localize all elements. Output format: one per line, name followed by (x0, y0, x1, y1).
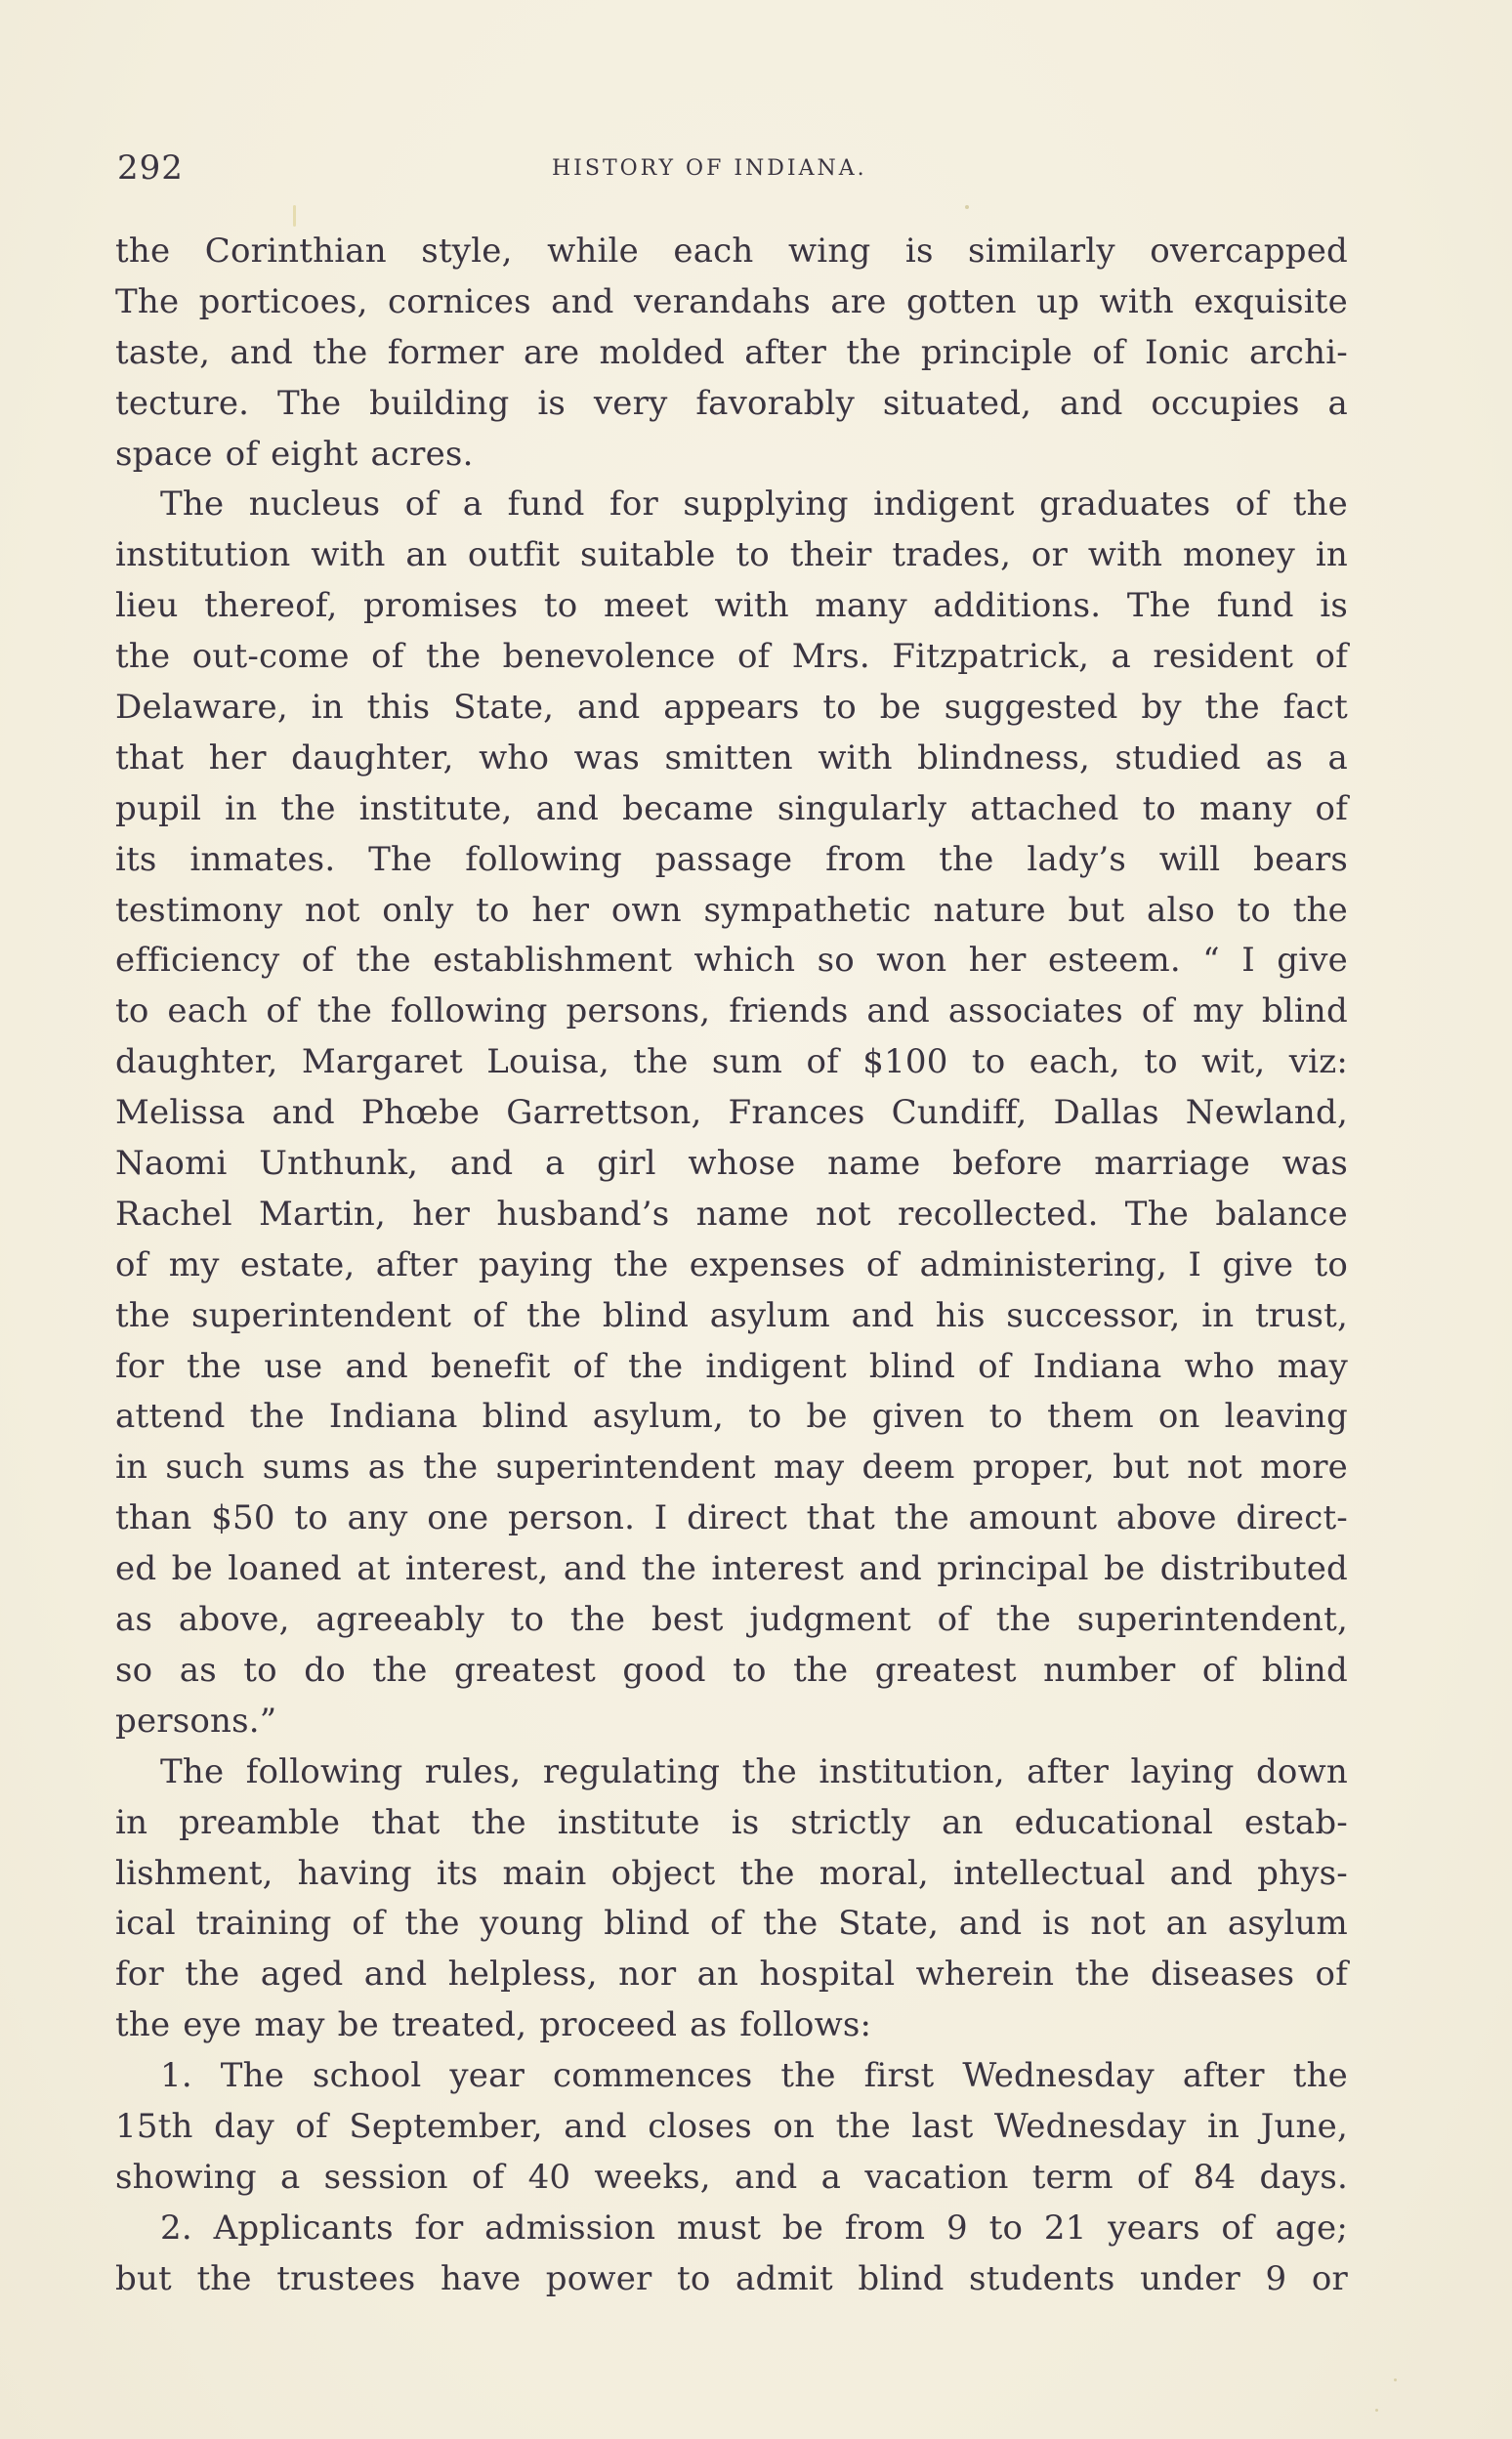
text-line: but the trustees have power to admit blind students under 9 or (115, 2258, 1348, 2298)
text-line: Melissa and Phœbe Garrettson, Frances Cundiff, Dallas Newland, (115, 1093, 1348, 1133)
text-line: 15th day of September, and closes on the last Wednesday in June, (115, 2106, 1348, 2146)
text-line: than $50 to any one person. I direct that the amount above direct- (115, 1498, 1348, 1538)
text-line: lieu thereof, promises to meet with many additions. The fund is (115, 586, 1348, 626)
text-line: persons.” (115, 1701, 277, 1741)
text-line: the Corinthian style, while each wing is similarly overcapped (115, 231, 1348, 271)
text-line: The nucleus of a fund for supplying indigent graduates of the (160, 484, 1348, 525)
text-line: the superintendent of the blind asylum and his successor, in trust, (115, 1295, 1348, 1335)
text-line: for the aged and helpless, nor an hospital wherein the diseases of (115, 1955, 1348, 1995)
paper-blemish (1394, 2378, 1397, 2381)
text-line: to each of the following persons, friends and associates of my blind (115, 991, 1348, 1031)
text-line: so as to do the greatest good to the greatest number of blind (115, 1650, 1348, 1690)
text-line: the eye may be treated, proceed as follows: (115, 2005, 872, 2045)
text-line: the out-come of the benevolence of Mrs. Fitzpatrick, a resident of (115, 637, 1348, 677)
text-line: for the use and benefit of the indigent blind of Indiana who may (115, 1346, 1348, 1386)
text-line: Naomi Unthunk, and a girl whose name before marriage was (115, 1144, 1348, 1184)
text-line: showing a session of 40 weeks, and a vacation term of 84 days. (115, 2157, 1348, 2197)
text-line: testimony not only to her own sympathetic nature but also to the (115, 890, 1348, 930)
text-line: daughter, Margaret Louisa, the sum of $100 to each, to wit, viz: (115, 1042, 1348, 1082)
body-text (115, 227, 1348, 2305)
text-line: that her daughter, who was smitten with blindness, studied as a (115, 737, 1348, 778)
text-line: in such sums as the superintendent may deem proper, but not more (115, 1448, 1348, 1488)
page-number: 292 (117, 148, 184, 188)
text-line: in preamble that the institute is strictly an educational estab- (115, 1802, 1348, 1842)
text-line: 2. Applicants for admission must be from 9 to 21 years of age; (160, 2208, 1348, 2248)
paper-blemish (293, 205, 296, 227)
text-line: institution with an outfit suitable to their trades, or with money in (115, 535, 1348, 575)
text-line: 1. The school year commences the first Wednesday after the (160, 2056, 1348, 2096)
text-line: tecture. The building is very favorably situated, and occupies a (115, 383, 1348, 423)
text-line: The porticoes, cornices and verandahs are gotten up with exquisite (115, 281, 1348, 321)
text-line: its inmates. The following passage from the lady’s will bears (115, 839, 1348, 879)
text-line: ical training of the young blind of the State, and is not an asylum (115, 1904, 1348, 1944)
text-line: taste, and the former are molded after the principle of Ionic archi- (115, 332, 1348, 372)
paper-blemish (1375, 2409, 1378, 2412)
text-line: pupil in the institute, and became singularly attached to many of (115, 788, 1348, 828)
text-line: efficiency of the establishment which so won her esteem. “ I give (115, 941, 1348, 981)
text-line: lishment, having its main object the moral, intellectual and phys- (115, 1853, 1348, 1893)
text-line: Rachel Martin, her husband’s name not recollected. The balance (115, 1194, 1348, 1234)
text-line: ed be loaned at interest, and the interest and principal be distributed (115, 1549, 1348, 1589)
text-line: of my estate, after paying the expenses of administering, I give to (115, 1244, 1348, 1284)
text-line: as above, agreeably to the best judgment of the superintendent, (115, 1600, 1348, 1640)
text-line: The following rules, regulating the institution, after laying down (160, 1751, 1348, 1791)
text-line: attend the Indiana blind asylum, to be given to them on leaving (115, 1397, 1348, 1437)
running-title: HISTORY OF INDIANA. (552, 156, 867, 181)
text-line: space of eight acres. (115, 434, 474, 474)
text-line: Delaware, in this State, and appears to be suggested by the fact (115, 688, 1348, 728)
running-header (117, 148, 1348, 188)
paper-blemish (965, 205, 969, 209)
